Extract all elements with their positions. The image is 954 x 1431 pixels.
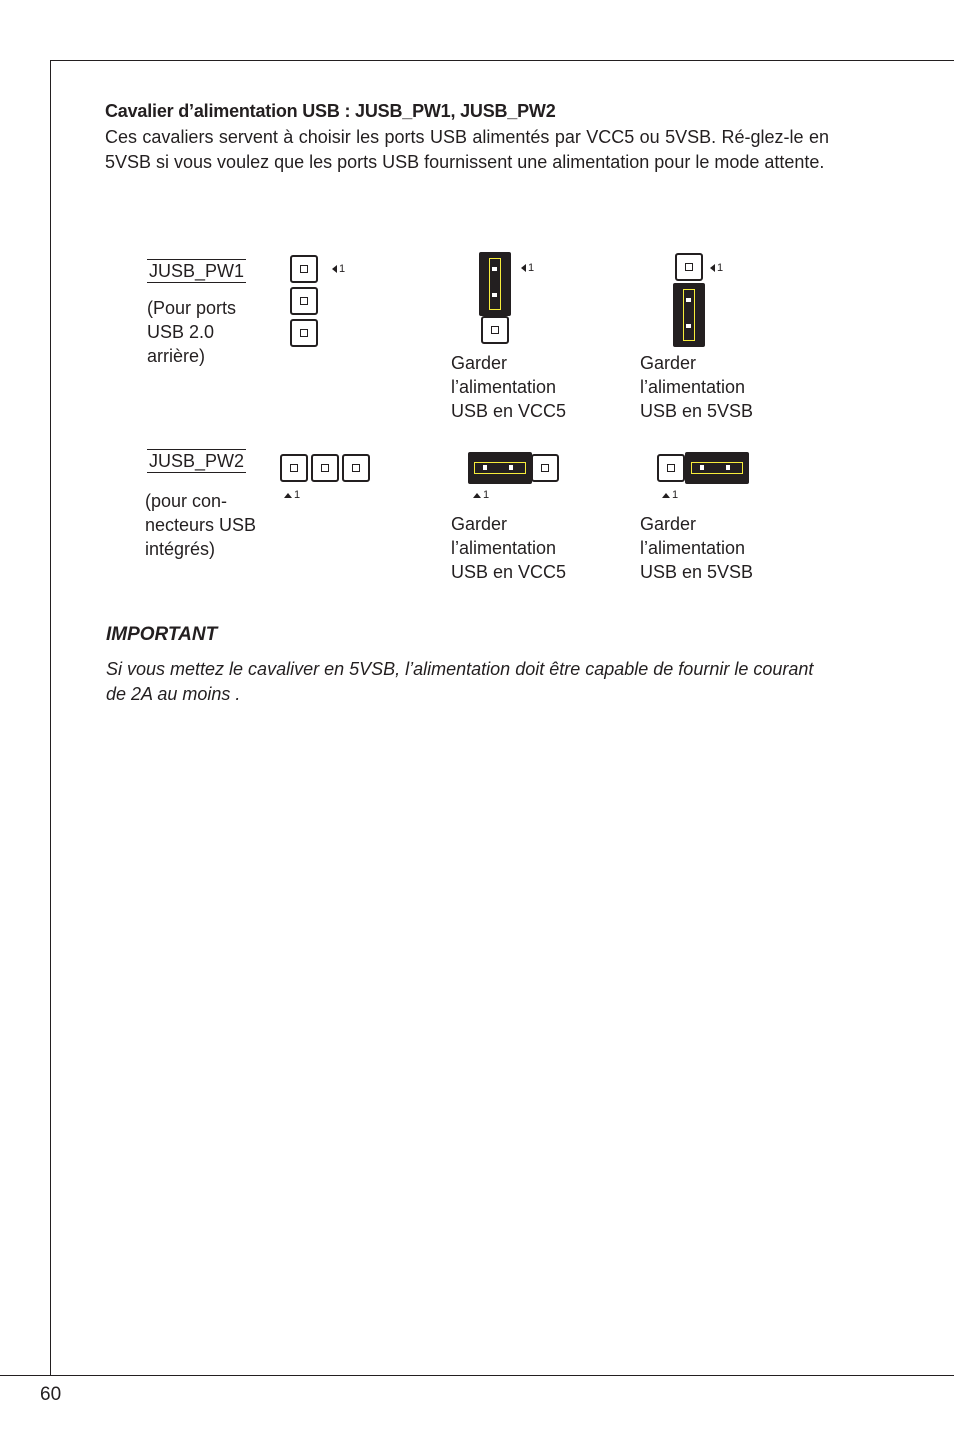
- jusb-pw2-5vsb-pin1-marker: 1: [662, 489, 678, 501]
- jusb-pw1-vcc5-jumper-cap: [479, 252, 511, 316]
- jusb-pw2-vcc5-pin1-marker: 1: [473, 489, 489, 501]
- jusb-pw1-vcc5-pin-3: [481, 316, 509, 344]
- intro-paragraph: Ces cavaliers servent à choisir les ports USB alimentés par VCC5 ou 5VSB. Ré-glez-le en 5VSB si vous voulez que les ports USB fournissent une alimentation pour le mode attente.: [105, 127, 829, 172]
- jusb-pw2-5vsb-pin-1: [657, 454, 685, 482]
- jusb-pw2-vcc5-pin-3: [531, 454, 559, 482]
- pin1-arrow-icon: [662, 493, 670, 498]
- jusb-pw2-vcc5-jumper-cap: [468, 452, 532, 484]
- jusb-pw1-note-line-3: arrière): [147, 346, 206, 366]
- jusb-pw1-5vsb-pin-1: [675, 253, 703, 281]
- important-text: Si vous mettez le cavaliver en 5VSB, l’alimentation doit être capable de fournir le courant de 2A au moins .: [106, 659, 814, 704]
- jusb-pw1-pin1-marker: 1: [332, 263, 345, 275]
- jusb-pw2-vcc5-caption: Garder l’alimentation USB en VCC5: [451, 514, 567, 582]
- pin1-arrow-icon: [710, 264, 715, 272]
- jusb-pw1-5vsb-caption: Garder l’alimentation USB en 5VSB: [640, 353, 754, 421]
- jusb-pw2-note: [145, 489, 256, 561]
- jusb-pw1-5vsb-pin1-marker: 1: [710, 262, 723, 274]
- jusb-pw2-pin1-marker: 1: [284, 489, 300, 501]
- jusb-pw1-5vsb-jumper-cap: [673, 283, 705, 347]
- section-title: Cavalier d’alimentation USB : JUSB_PW1, JUSB_PW2: [105, 101, 556, 121]
- jusb-pw2-5vsb-jumper-cap: [685, 452, 749, 484]
- frame-left-rule: [50, 60, 51, 1376]
- jusb-pw2-pin-2: [311, 454, 339, 482]
- pin1-arrow-icon: [284, 493, 292, 498]
- jusb-pw1-label: JUSB_PW1: [149, 261, 245, 281]
- jusb-pw1-vcc5-caption: Garder l’alimentation USB en VCC5: [451, 353, 567, 421]
- important-title: IMPORTANT: [106, 624, 218, 645]
- pin1-arrow-icon: [332, 265, 337, 273]
- jusb-pw2-5vsb-caption: Garder l’alimentation USB en 5VSB: [640, 514, 754, 582]
- jusb-pw2-note-line-3: intégrés): [145, 539, 216, 559]
- jusb-pw1-note-line-2: USB 2.0: [147, 322, 215, 342]
- jusb-pw2-note-line-2: necteurs USB: [145, 515, 257, 535]
- jusb-pw1-vcc5-pin1-marker: 1: [521, 262, 534, 274]
- jusb-pw1-pin-2: [290, 287, 318, 315]
- jusb-pw1-note-line-1: (Pour ports: [147, 298, 237, 318]
- jusb-pw1-note: [147, 296, 236, 368]
- pin1-arrow-icon: [521, 264, 526, 272]
- jusb-pw1-pin-3: [290, 319, 318, 347]
- jusb-pw2-pin-3: [342, 454, 370, 482]
- jusb-pw2-note-line-1: (pour con-: [145, 491, 228, 511]
- jusb-pw2-label: JUSB_PW2: [149, 451, 245, 471]
- frame-bottom-rule: [0, 1375, 954, 1376]
- jusb-pw1-pin-1: [290, 255, 318, 283]
- page-number: 60: [40, 1384, 62, 1405]
- pin1-arrow-icon: [473, 493, 481, 498]
- jusb-pw2-pin-1: [280, 454, 308, 482]
- frame-top-rule: [50, 60, 954, 61]
